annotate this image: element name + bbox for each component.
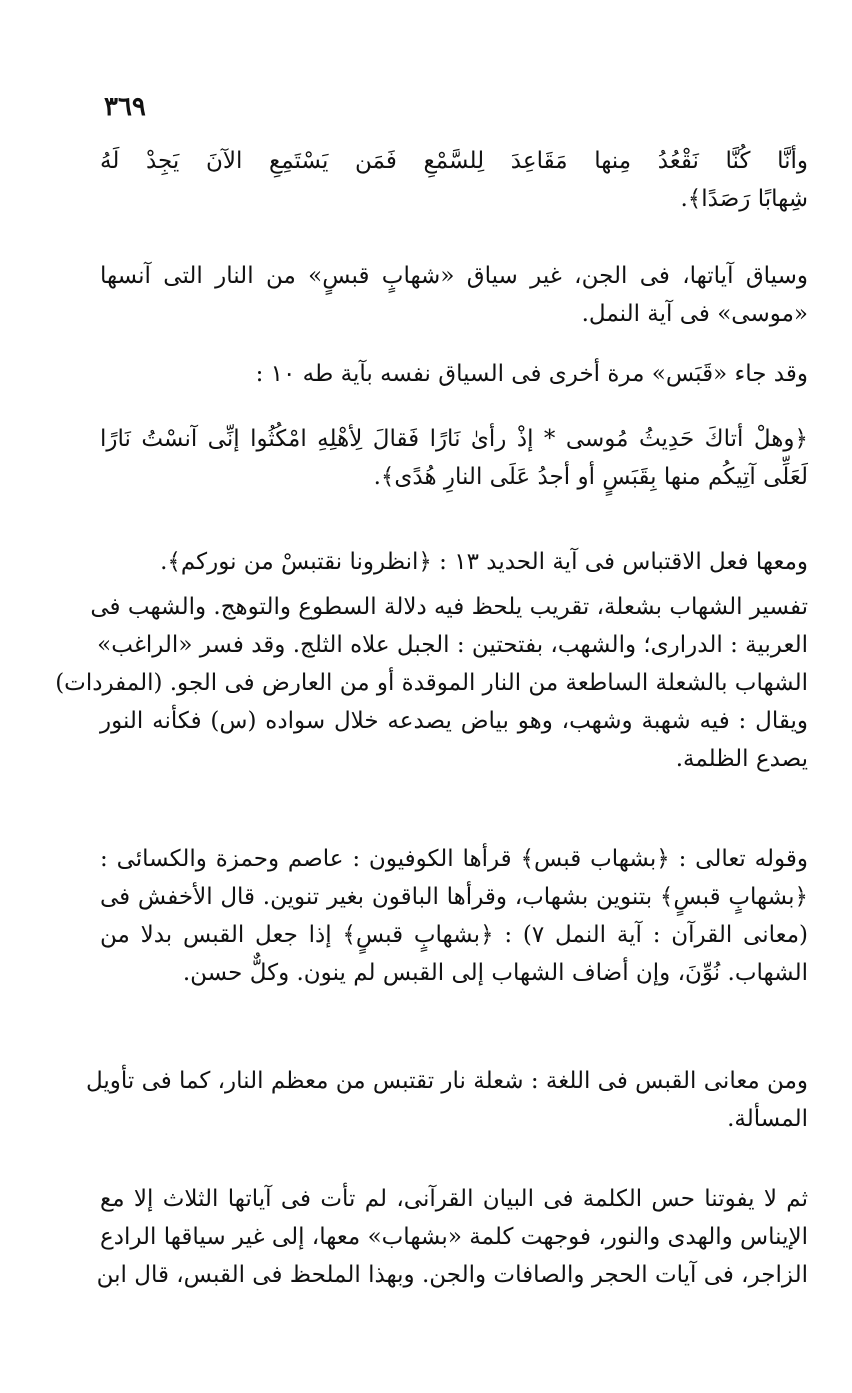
text-line: ثم لا يفوتنا حس الكلمة فى البيان القرآنى، لم تأت فى آياتها الثلاث إلا مع: [100, 1186, 808, 1212]
text-line: وسياق آياتها، فى الجن، غير سياق «شهابٍ قبسٍ» من النار التى آنسها: [100, 263, 808, 289]
text-line: ومعها فعل الاقتباس فى آية الحديد ١٣ : ﴿انظرونا نقتبسْ من نوركم﴾.: [160, 549, 808, 575]
text-line: ويقال : فيه شهبة وشهب، وهو بياض يصدعه خلال سواده (س) فكأنه النور: [100, 708, 808, 734]
text-line: شِهابًا رَصَدًا﴾.: [680, 186, 808, 212]
text-line: المسألة.: [727, 1106, 808, 1132]
verse-jinn: [100, 142, 808, 218]
text-line: (معانى القرآن : آية النمل ٧) : ﴿بشهابٍ قبسٍ﴾ إذا جعل القبس بدلا من: [100, 922, 809, 948]
text-line: الشهاب بالشعلة الساطعة من النار الموقدة أو من العارض فى الجو. (المفردات): [55, 670, 808, 696]
verse-taha: [100, 420, 808, 496]
text-line: ﴿بشهابٍ قبسٍ﴾ بتنوين بشهاب، وقرأها الباقون بغير تنوين. قال الأخفش فى: [100, 884, 808, 910]
text-line: وقوله تعالى : ﴿بشهاب قبس﴾ قرأها الكوفيون : عاصم وحمزة والكسائى :: [100, 846, 808, 872]
text-line: يصدع الظلمة.: [675, 746, 808, 772]
text-line: ﴿وهلْ أتاكَ حَدِيثُ مُوسى * إذْ رأىٰ نَارًا فَقالَ لِأهْلِهِ امْكُثُوا إنِّى آنسْتُ نَارًا: [100, 426, 808, 452]
text-line: لَعَلِّى آتِيكُم منها بِقَبَسٍ أو أجدُ عَلَى النارِ هُدًى﴾.: [373, 464, 808, 490]
paragraph-lugha: [85, 1062, 808, 1138]
text-line: العربية : الدرارى؛ والشهب، بفتحتين : الجبل علاه الثلج. وقد فسر «الراغب»: [97, 632, 808, 658]
paragraph-qiraat: [100, 840, 808, 992]
text-line: ومن معانى القبس فى اللغة : شعلة نار تقتبس من معظم النار، كما فى تأويل: [85, 1068, 808, 1094]
paragraph-iqtibas: [100, 543, 808, 581]
paragraph-context: [100, 257, 808, 333]
paragraph-bayan: [96, 1180, 808, 1294]
page-number: ٣٦٩: [104, 92, 146, 122]
paragraph-tafsir: [55, 588, 808, 778]
text-line: «موسى» فى آية النمل.: [581, 301, 808, 327]
text-line: وقد جاء «قَبَس» مرة أخرى فى السياق نفسه بآية طه ١٠ :: [255, 361, 808, 387]
paragraph-qabas-taha: [100, 355, 808, 393]
text-line: الشهاب. نُوِّنَ، وإن أضاف الشهاب إلى القبس لم ينون. وكلٌّ حسن.: [182, 960, 808, 986]
text-line: الإيناس والهدى والنور، فوجهت كلمة «بشهاب» معها، إلى غير سياقها الرادع: [100, 1224, 808, 1250]
text-line: تفسير الشهاب بشعلة، تقريب يلحظ فيه دلالة السطوع والتوهج. والشهب فى: [90, 594, 808, 620]
text-line: الزاجر، فى آيات الحجر والصافات والجن. وبهذا الملحظ فى القبس، قال ابن: [96, 1262, 808, 1288]
text-line: وأنَّا كُنَّا نَقْعُدُ مِنها مَقَاعِدَ لِلسَّمْعِ فَمَن يَسْتَمِعِ الآنَ يَجِدْ لَهُ: [100, 148, 808, 174]
